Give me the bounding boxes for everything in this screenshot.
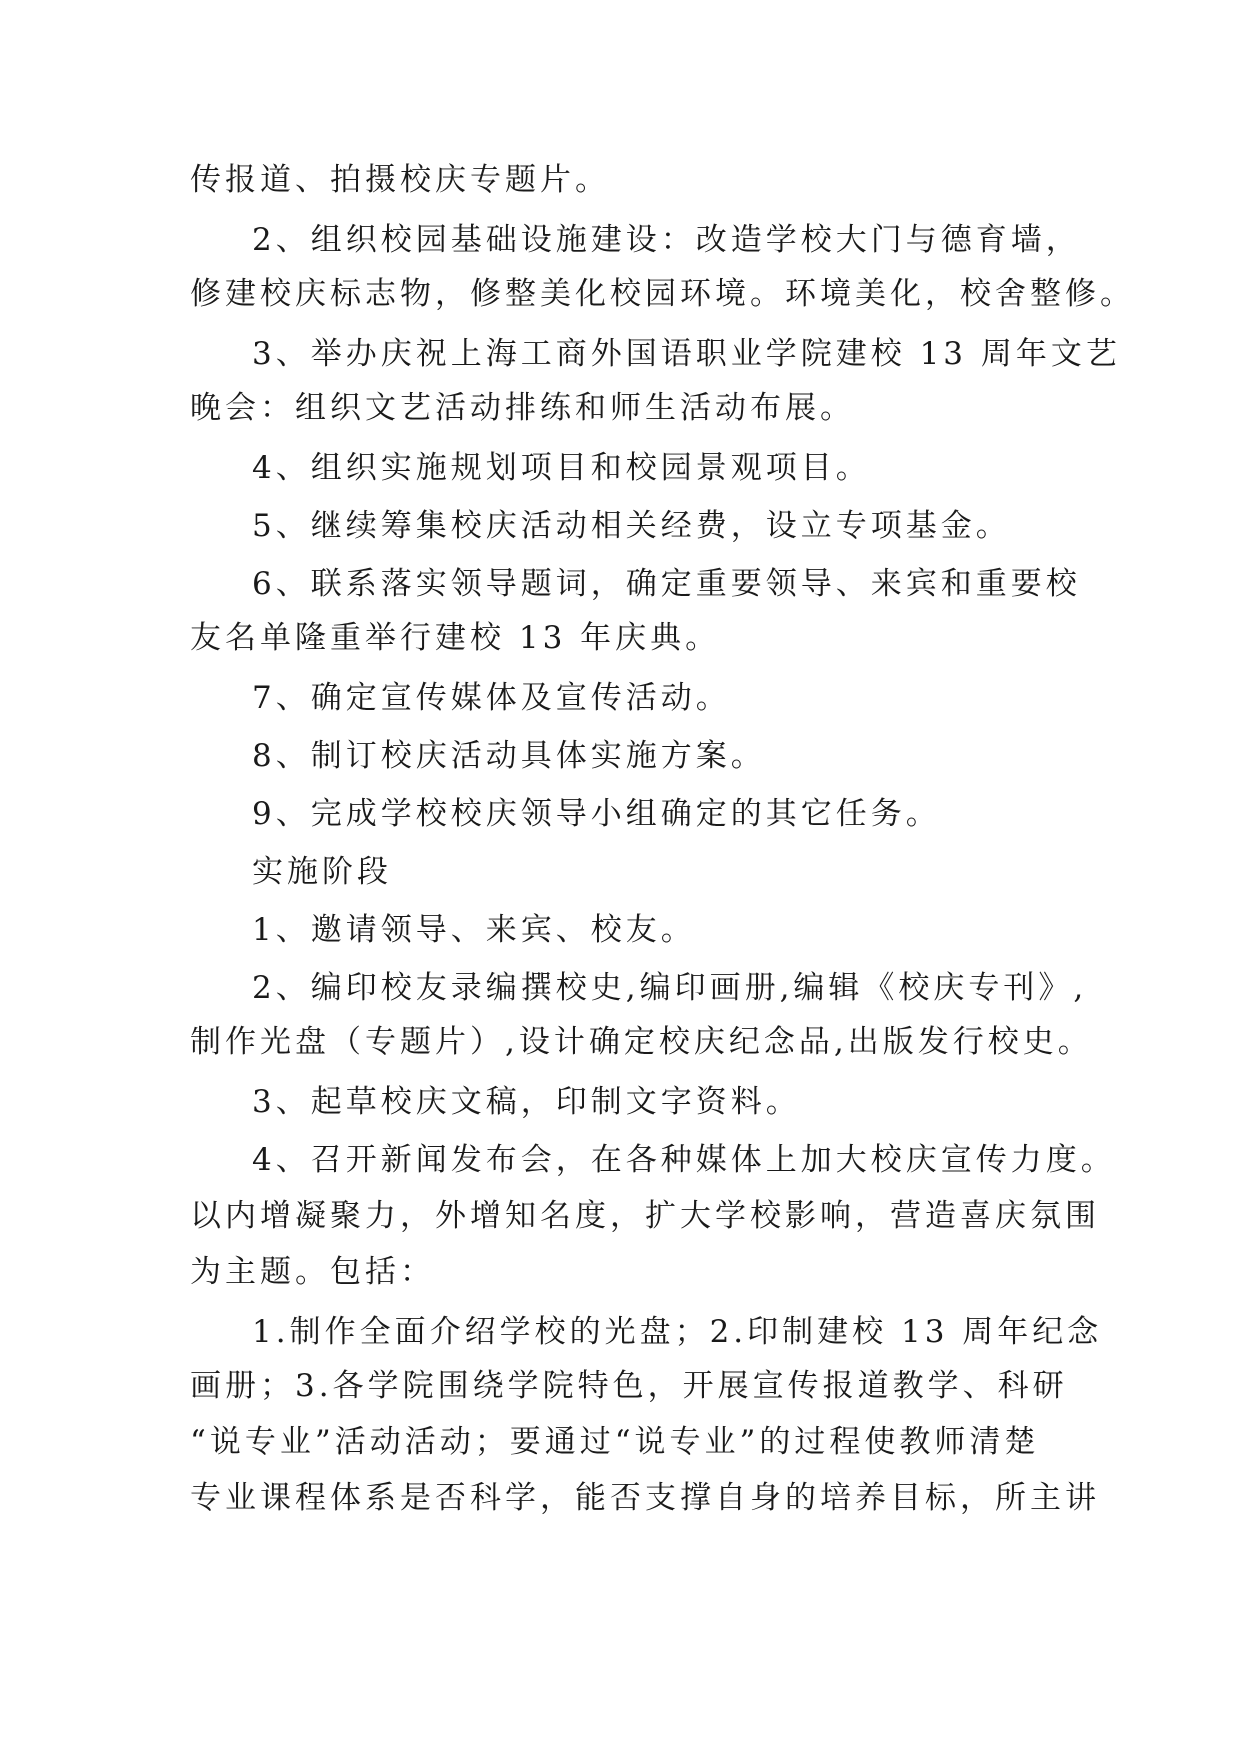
text-line: 5、继续筹集校庆活动相关经费，设立专项基金。: [252, 508, 1011, 544]
text-line: 9、完成学校校庆领导小组确定的其它任务。: [252, 796, 941, 832]
text-line: 1、邀请领导、来宾、校友。: [252, 912, 696, 948]
text-line: 3、举办庆祝上海工商外国语职业学院建校 13 周年文艺: [252, 336, 1121, 372]
text-line: 晚会：组织文艺活动排练和师生活动布展。: [190, 390, 855, 426]
text-line: 画册；3.各学院围绕学院特色，开展宣传报道教学、科研: [190, 1368, 1068, 1404]
text-line: 1.制作全面介绍学校的光盘；2.印制建校 13 周年纪念: [252, 1314, 1103, 1350]
text-line: 修建校庆标志物，修整美化校园环境。环境美化，校舍整修。: [190, 276, 1135, 312]
text-line: 2、编印校友录编撰校史,编印画册,编辑《校庆专刊》,: [252, 970, 1088, 1006]
text-line: 传报道、拍摄校庆专题片。: [190, 162, 610, 198]
text-line: 友名单隆重举行建校 13 年庆典。: [190, 620, 721, 656]
text-line: 3、起草校庆文稿，印制文字资料。: [252, 1084, 801, 1120]
text-line: 为主题。包括：: [190, 1254, 435, 1290]
text-line: 7、确定宣传媒体及宣传活动。: [252, 680, 731, 716]
text-line: 制作光盘（专题片）,设计确定校庆纪念品,出版发行校史。: [190, 1024, 1093, 1060]
section-heading: 实施阶段: [252, 854, 392, 890]
text-line: “说专业”活动活动；要通过“说专业”的过程使教师清楚: [190, 1424, 1040, 1460]
text-line: 8、制订校庆活动具体实施方案。: [252, 738, 766, 774]
text-line: 专业课程体系是否科学，能否支撑自身的培养目标，所主讲: [190, 1480, 1100, 1516]
text-line: 4、组织实施规划项目和校园景观项目。: [252, 450, 871, 486]
text-line: 2、组织校园基础设施建设：改造学校大门与德育墙，: [252, 222, 1081, 258]
text-line: 6、联系落实领导题词，确定重要领导、来宾和重要校: [252, 566, 1081, 602]
text-line: 以内增凝聚力，外增知名度，扩大学校影响，营造喜庆氛围: [190, 1198, 1100, 1234]
text-line: 4、召开新闻发布会，在各种媒体上加大校庆宣传力度。: [252, 1142, 1116, 1178]
